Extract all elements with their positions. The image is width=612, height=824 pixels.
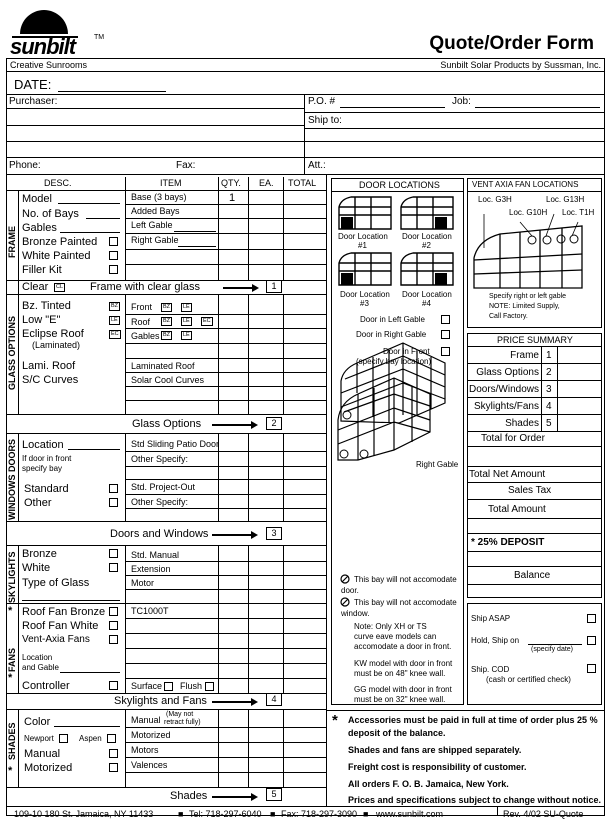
glass-section-label: GLASS OPTIONS [7,315,17,390]
door-left-gable: Door in Left Gable [360,315,425,324]
ship-asap: Ship ASAP [471,614,511,623]
door-loc-2-a: Door Location [402,232,452,241]
item-shade-note-1: (May not [166,711,194,718]
door-front-checkbox[interactable] [441,347,450,356]
doors-subtotal-label: Doors and Windows [110,528,209,540]
fans-star-2: * [8,672,13,684]
note1-b: curve eave models can [354,632,437,641]
ps-frame: Frame [510,350,539,361]
door-location-label: Location [22,439,64,451]
filler-kit-checkbox[interactable] [109,265,118,274]
terms-line-6: Prices and specifications subject to change without notice. [348,795,602,805]
skylights-section-label: SKYLIGHTS [7,551,17,603]
glass-bz-tinted: Bz. Tinted [22,300,71,312]
door-right-gable-checkbox[interactable] [441,330,450,339]
ps-skylights: Skylights/Fans [473,401,539,412]
door-loc-3-b: #3 [360,299,369,308]
po-field[interactable] [340,107,445,108]
shade-aspen: Aspen [79,734,102,743]
shades-section-label: SHADES [7,722,17,760]
terms-line-1: Accessories must be paid in full at time of order plus 25 % [348,715,598,725]
terms-line-2: deposit of the balance. [348,728,446,738]
col-item: ITEM [160,178,182,188]
surface-label: Surface [131,681,163,691]
shade-manual-checkbox[interactable] [109,749,118,758]
newport-checkbox[interactable] [59,734,68,743]
att-label: Att.: [308,160,326,171]
frame-subtotal-label: Frame with clear glass [90,281,201,293]
glass-subtotal-num: 2 [266,417,282,430]
flush-label: Flush [180,681,203,691]
skylight-glass: Type of Glass [22,577,90,589]
skylight-bronze-checkbox[interactable] [109,549,118,558]
footer-bullet-3: ■ [363,809,369,819]
frame-filler: Filler Kit [22,264,62,276]
loc-g10h: Loc. G10H [509,208,548,217]
loc-g3h: Loc. G3H [478,195,512,204]
item-shade-manual: Manual [131,715,161,725]
terms-line-5: All orders F. O. B. Jamaica, New York. [348,779,509,789]
note2-a: KW model with door in front [354,659,453,668]
door-loc-3-a: Door Location [340,290,390,299]
ps-glass: Glass Options [476,367,539,378]
door-note-2: specify bay [22,464,63,473]
item-laminated-roof: Laminated Roof [131,361,195,371]
shades-star: * [8,765,13,777]
footer-address: 109-10 180 St. Jamaica, NY 11433 [14,809,154,819]
ps-balance: Balance [514,570,551,581]
item-shade-note-2: retract fully) [164,719,201,726]
fan-white-checkbox[interactable] [109,621,118,630]
flush-checkbox[interactable] [205,682,214,691]
ps-total-amount: Total Amount [488,504,546,515]
ship-hold: Hold, Ship on [471,636,520,645]
sunroom-diagram-upper [334,368,434,464]
door-loc-4-b: #4 [422,299,431,308]
standard-checkbox[interactable] [109,484,118,493]
terms-star: * [332,712,338,729]
vent-axia-title: VENT AXIA FAN LOCATIONS [472,180,579,189]
item-shade-valences: Valences [131,760,168,770]
roof-bz-code: BZ [163,318,171,324]
item-right-gable: Right Gable [131,235,179,245]
frame-bronze: Bronze Painted [22,236,98,248]
door-note-1: If door in front [22,454,72,463]
terms-line-3: Shades and fans are shipped separately. [348,745,522,755]
clear-label: Clear [22,281,49,293]
no-window-1: This bay will not accomodate [354,598,457,607]
job-label: Job: [452,96,471,107]
shade-motorized: Motorized [24,762,73,774]
col-desc: DESC. [44,178,72,188]
doors-section-label: WINDOWS DOORS [7,439,17,520]
frame-gables: Gables [22,222,57,234]
ps-shades-num: 5 [546,418,552,429]
item-roof: Roof [131,317,151,327]
phone-label: Phone: [9,160,41,171]
ship-cod-checkbox[interactable] [587,664,596,673]
controller-checkbox[interactable] [109,681,118,690]
shade-motorized-checkbox[interactable] [109,763,118,772]
fan-controller: Controller [22,680,70,692]
door-loc-4-a: Door Location [402,290,452,299]
door-loc-1-a: Door Location [338,232,388,241]
price-summary-title: PRICE SUMMARY [497,335,573,345]
fan-location-2: and Gable [22,663,59,672]
glass-laminated: (Laminated) [32,340,81,350]
item-base: Base (3 bays) [131,192,187,202]
glass-subtotal-label: Glass Options [132,418,202,430]
ship-cod-note: (cash or certified check) [486,675,571,684]
window-standard: Standard [24,483,69,495]
gables-bz-code: BZ [163,332,171,338]
item-front: Front [131,302,153,312]
door-right-gable: Door in Right Gable [356,330,427,339]
shades-subtotal-label: Shades [170,790,208,802]
fans-subtotal-label: Skylights and Fans [114,695,207,707]
fans-star: * [8,605,13,617]
item-gables: Gables [131,331,160,341]
base-qty: 1 [229,192,236,204]
item-std-door: Std Sliding Patio Door [131,439,220,449]
shade-manual: Manual [24,748,61,760]
job-field[interactable] [475,107,600,108]
item-extension: Extension [131,564,171,574]
roof-le-code: LE [183,318,190,324]
item-door-other: Other Specify: [131,454,189,464]
ps-skylights-num: 4 [546,401,552,412]
fan-vent-axia: Vent-Axia Fans [22,634,90,645]
loc-t1h: Loc. T1H [562,208,595,217]
white-painted-checkbox[interactable] [109,251,118,260]
ec-code: EC [111,331,119,337]
col-total: TOTAL [288,178,317,188]
no-window-2: window. [341,609,370,618]
frame-bays: No. of Bays [22,208,79,220]
note3-b: must be on 32" knee wall. [354,695,446,704]
ps-total-order: Total for Order [481,433,545,444]
item-left-gable: Left Gable [131,220,173,230]
doors-subtotal-num: 3 [266,527,282,540]
item-std-manual: Std. Manual [131,550,180,560]
clear-code: CL [56,284,64,290]
company-right: Sunbilt Solar Products by Sussman, Inc. [440,60,601,70]
glass-lami-roof: Lami. Roof [22,360,76,372]
note3-a: GG model with door in front [354,685,452,694]
purchaser-label: Purchaser: [9,96,58,107]
ps-doors: Doors/Windows [468,384,539,395]
le-code: LE [111,317,118,323]
ship-hold-checkbox[interactable] [587,636,596,645]
no-door-icon [340,574,350,584]
bz-code: BZ [111,303,119,309]
front-bz-code: BZ [163,304,171,310]
ship-to-label: Ship to: [308,115,342,126]
note1-c: accomodate a door in front. [354,642,452,651]
col-ea: EA. [259,178,274,188]
glass-low-e: Low "E" [22,314,61,326]
ps-frame-num: 1 [546,350,552,361]
item-shade-motors: Motors [131,745,159,755]
frame-section-label: FRAME [7,226,17,258]
ps-glass-num: 2 [546,367,552,378]
roof-ec-code: EC [203,318,211,324]
vent-axia-diagram [470,204,600,290]
item-window-other: Other Specify: [131,497,189,507]
brand-name: sunbilt [10,34,76,59]
item-std-window: Std. Project-Out [131,482,196,492]
aspen-checkbox[interactable] [107,734,116,743]
ps-doors-num: 3 [546,384,552,395]
door-loc-1-b: #1 [358,241,367,250]
shade-newport: Newport [24,734,54,743]
vent-note-3: Call Factory. [489,313,528,320]
footer-rev: Rev. 4/02 SU-Quote [503,809,584,819]
item-tc1000t: TC1000T [131,606,169,616]
gables-le-code: LE [183,332,190,338]
item-motor: Motor [131,578,155,588]
ship-cod: Ship. COD [471,665,510,674]
ps-total-net: Total Net Amount [469,469,546,480]
terms-line-4: Freight cost is responsibility of customer. [348,762,527,772]
vent-note-2: NOTE: Limited Supply, [489,303,560,310]
skylight-bronze: Bronze [22,548,57,560]
bronze-painted-checkbox[interactable] [109,237,118,246]
frame-white: White Painted [22,250,91,262]
footer-bullet-2: ■ [270,809,276,819]
shades-subtotal-num: 5 [266,788,282,801]
fan-white: Roof Fan White [22,620,99,632]
item-solar-cool: Solar Cool Curves [131,375,205,385]
footer-web: www.sunbilt.com [376,809,444,819]
shade-color: Color [24,716,51,728]
skylight-white: White [22,562,51,574]
fan-location-1: Location [22,653,53,662]
door-locations-title: DOOR LOCATIONS [359,180,440,190]
skylight-white-checkbox[interactable] [109,563,118,572]
ps-deposit: * 25% DEPOSIT [471,537,545,548]
door-front-note: (specify bay location) [356,357,432,366]
item-added-bays: Added Bays [131,206,180,216]
company-left: Creative Sunrooms [10,60,88,70]
door-front: Door in Front [383,347,430,356]
note1-a: Note: Only XH or TS [354,622,427,631]
trademark: TM [94,34,105,41]
form-title: Quote/Order Form [429,33,594,54]
door-loc-2-b: #2 [422,241,431,250]
vent-note-1: Specify right or left gable [489,293,567,300]
fax-label: Fax: [176,160,196,171]
fan-bronze: Roof Fan Bronze [22,606,106,618]
no-window-icon [340,597,350,607]
window-other: Other [24,497,52,509]
date-label: DATE: [14,77,52,92]
ship-specify-date: (specify date) [531,646,574,653]
col-qty: QTY. [221,178,241,188]
fans-section-label: FANS [7,647,17,672]
date-field[interactable] [58,91,166,92]
note2-b: must be on 48" knee wall. [354,669,446,678]
frame-subtotal-num: 1 [266,280,282,293]
glass-eclipse: Eclipse Roof [22,328,84,340]
other-checkbox[interactable] [109,498,118,507]
no-door-1: This bay will not accomodate [354,575,457,584]
fans-subtotal-num: 4 [266,693,282,706]
fan-bronze-checkbox[interactable] [109,607,118,616]
footer-tel: Tel: 718-297-6040 [189,809,262,819]
ship-asap-checkbox[interactable] [587,614,596,623]
footer-bullet-1: ■ [178,809,184,819]
ps-shades: Shades [505,418,539,429]
frame-model: Model [22,193,52,205]
ps-sales-tax: Sales Tax [508,485,552,496]
surface-checkbox[interactable] [164,682,173,691]
loc-g13h: Loc. G13H [546,195,585,204]
brand-logo [8,4,108,59]
front-le-code: LE [183,304,190,310]
po-label: P.O. # [308,96,336,107]
footer-fax: Fax: 718-297-3090 [281,809,358,819]
door-left-gable-checkbox[interactable] [441,315,450,324]
glass-sc-curves: S/C Curves [22,374,79,386]
item-shade-motorized: Motorized [131,730,171,740]
vent-axia-checkbox[interactable] [109,635,118,644]
right-gable-label: Right Gable [416,460,459,469]
no-door-2: door. [341,586,359,595]
